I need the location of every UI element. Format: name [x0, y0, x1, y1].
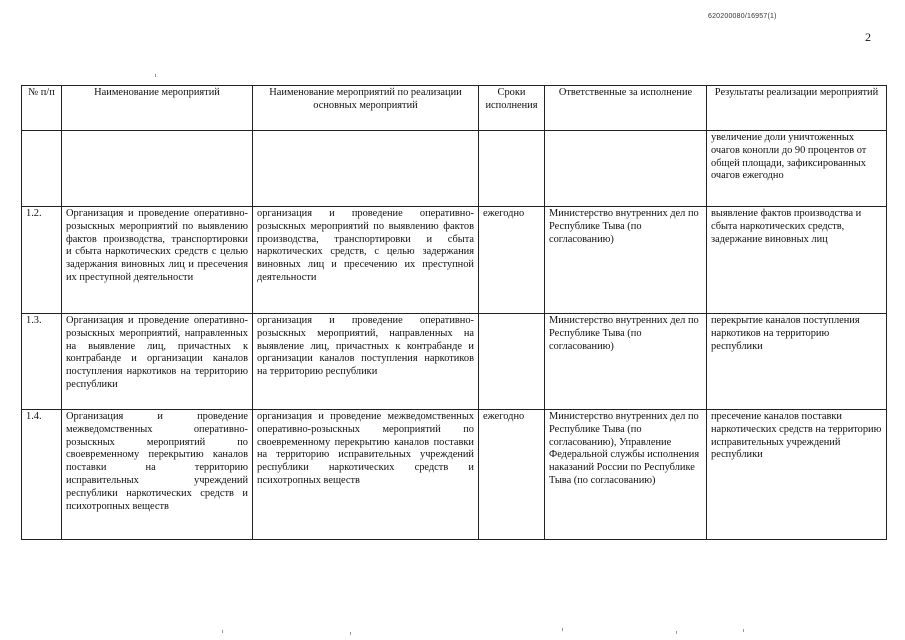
cell-implementation: организация и проведение межведомственных оперативно-розыскных мероприятий по своевременному перекрытию каналов поставки на территорию исправительных учреждений республики наркотических средств и психотропных веществ — [253, 410, 479, 540]
cell-implementation — [253, 131, 479, 207]
table-row — [22, 314, 887, 410]
cell-num: 1.3. — [22, 314, 62, 410]
cell-results: пресечение каналов поставки наркотических средств на территорию исправительных учреждений республики — [707, 410, 887, 540]
cell-name: Организация и проведение оперативно-розыскных мероприятий, направленных на выявление лиц, причастных к контрабанде и организации каналов поступления наркотиков на территорию республики — [62, 314, 253, 410]
cell-results: выявление фактов производства и сбыта наркотических средств, задержание виновных лиц — [707, 207, 887, 314]
cell-deadline — [479, 131, 545, 207]
page-number: 2 — [865, 30, 871, 44]
cell-num — [22, 131, 62, 207]
activities-table — [21, 85, 887, 540]
cell-name — [62, 131, 253, 207]
cell-implementation: организация и проведение оперативно-розыскных мероприятий по выявлению фактов производства, транспортировки и сбыта наркотических средств, с целью задержания виновных лиц и пресечению их преступной деятельности — [253, 207, 479, 314]
table-row — [22, 410, 887, 540]
cell-deadline — [479, 314, 545, 410]
header-num: № п/п — [22, 86, 62, 131]
cell-deadline: ежегодно — [479, 207, 545, 314]
document-id: 620200080/16957(1) — [708, 13, 777, 20]
cell-implementation: организация и проведение оперативно-розыскных мероприятий, направленных на выявление лиц, причастных к контрабанде и организации каналов поступления наркотиков на территорию республики — [253, 314, 479, 410]
cell-num: 1.4. — [22, 410, 62, 540]
cell-name: Организация и проведение оперативно-розыскных мероприятий по выявлению фактов производства, транспортировки и сбыта наркотических средств с целью задержания виновных лиц и пресечения их преступной деятельности — [62, 207, 253, 314]
cell-deadline: ежегодно — [479, 410, 545, 540]
cell-name: Организация и проведение межведомственных оперативно-розыскных мероприятий по своевременному перекрытию каналов поставки на территорию исправительных учреждений республики наркотических средств и психотропных веществ — [62, 410, 253, 540]
header-deadline: Сроки исполнения — [479, 86, 545, 131]
table-header-row — [22, 86, 887, 131]
header-name: Наименование мероприятий — [62, 86, 253, 131]
header-results: Результаты реализации мероприятий — [707, 86, 887, 131]
cell-responsible — [545, 131, 707, 207]
header-implementation: Наименование мероприятий по реализации основных мероприятий — [253, 86, 479, 131]
cell-responsible: Министерство внутренних дел по Республике Тыва (по согласованию) — [545, 207, 707, 314]
table-row — [22, 131, 887, 207]
table-row — [22, 207, 887, 314]
cell-results: перекрытие каналов поступления наркотиков на территорию республики — [707, 314, 887, 410]
cell-responsible: Министерство внутренних дел по Республике Тыва (по согласованию) — [545, 314, 707, 410]
header-responsible: Ответственные за исполнение — [545, 86, 707, 131]
cell-responsible: Министерство внутренних дел по Республике Тыва (по согласованию), Управление Федеральной службы исполнения наказаний России по Республике Тыва (по согласованию) — [545, 410, 707, 540]
cell-num: 1.2. — [22, 207, 62, 314]
cell-results: увеличение доли уничтоженных очагов конопли до 90 процентов от общей площади, зафиксированных очагов ежегодно — [707, 131, 887, 207]
